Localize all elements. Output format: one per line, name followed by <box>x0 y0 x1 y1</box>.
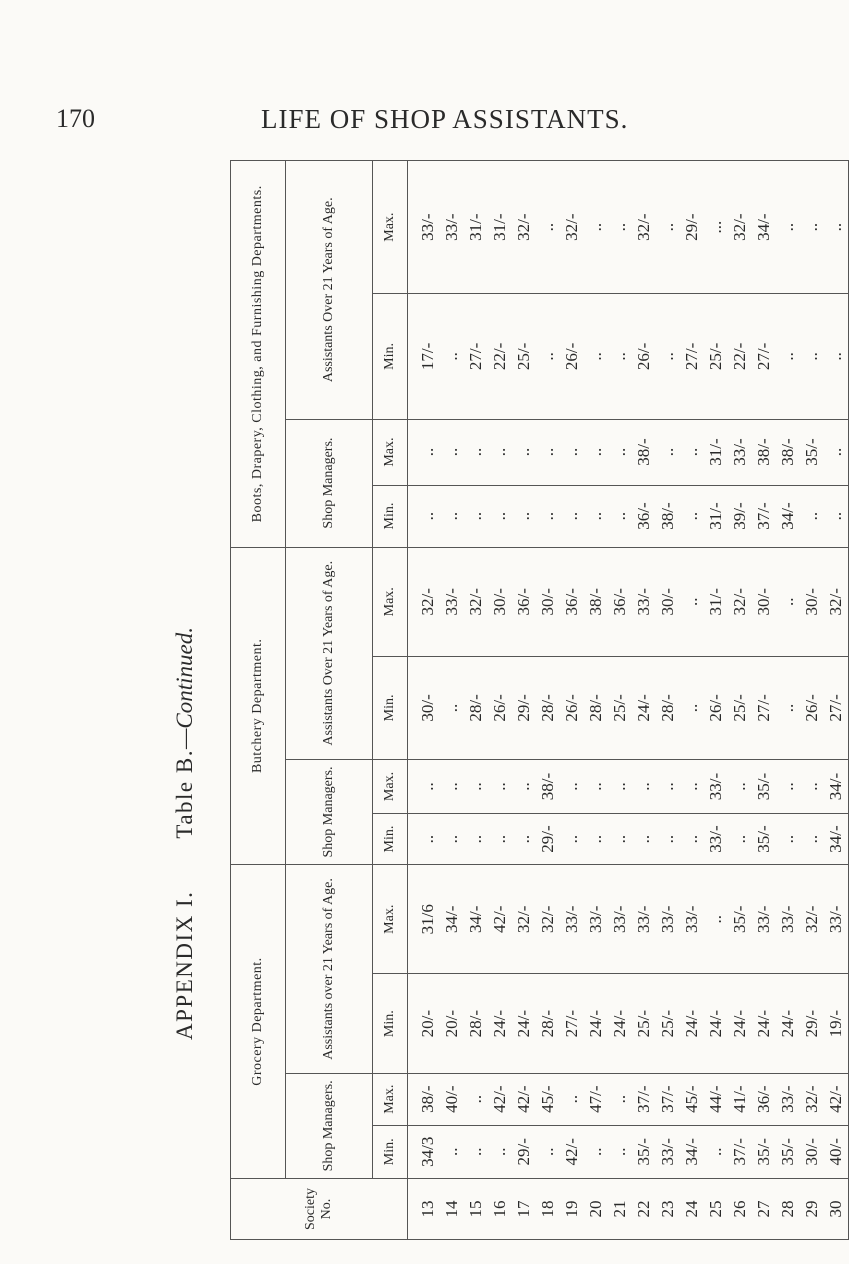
table-cell: 35/- <box>730 905 749 933</box>
table-cell: 41/- <box>730 1085 749 1113</box>
butchery-header: Butchery Department. <box>231 547 286 864</box>
table-cell: .. <box>586 511 605 521</box>
grocery-manager-min-column <box>408 1125 849 1178</box>
table-cell: 32/- <box>514 213 533 241</box>
table-cell: .. <box>418 447 437 457</box>
max-header: Max. <box>373 1073 408 1125</box>
table-caption <box>172 340 226 1040</box>
table-cell: .. <box>778 782 797 791</box>
table-cell: .. <box>682 703 701 713</box>
min-header: Min. <box>373 814 408 865</box>
table-cell: 42/- <box>514 1085 533 1113</box>
table-cell: 33/- <box>658 1138 677 1166</box>
table-cell: 38/- <box>754 438 773 466</box>
table-cell: 30/- <box>538 588 557 616</box>
table-cell: 45/- <box>538 1085 557 1113</box>
table-cell: .. <box>610 352 629 361</box>
table-cell: 29/- <box>802 1009 821 1038</box>
table-cell: 33/- <box>658 905 677 933</box>
table-cell: 37/- <box>658 1085 677 1113</box>
table-cell: .. <box>610 447 629 457</box>
table-cell: 33/- <box>754 905 773 933</box>
max-header: Max. <box>373 419 408 485</box>
page-number: 170 <box>56 104 95 133</box>
table-cell: .. <box>562 782 581 791</box>
table-cell: .. <box>610 511 629 521</box>
table-cell: .. <box>682 511 701 521</box>
table-cell: 36/- <box>562 588 581 616</box>
table-cell: .. <box>586 222 605 232</box>
table-cell: 33/- <box>562 905 581 933</box>
table-cell: 15 <box>466 1200 485 1218</box>
table-cell: 34/- <box>682 1138 701 1166</box>
table-cell: .. <box>442 834 461 844</box>
table-cell: 31/6 <box>418 904 437 935</box>
table-cell: 22/- <box>490 342 509 371</box>
min-header: Min. <box>373 1125 408 1178</box>
table-cell: 31/- <box>466 213 485 241</box>
table-cell: 33/- <box>778 1085 797 1113</box>
table-cell: .. <box>466 447 485 457</box>
table-cell: 39/- <box>730 502 749 530</box>
min-header: Min. <box>373 656 408 759</box>
table-cell: 34/- <box>778 502 797 530</box>
table-cell: 32/- <box>418 588 437 616</box>
table-cell: .. <box>538 447 557 457</box>
max-header: Max. <box>373 547 408 656</box>
table-cell: 38/- <box>586 588 605 616</box>
table-cell: 35/- <box>778 1138 797 1166</box>
table-cell: 31/- <box>706 588 725 616</box>
table-cell: .. <box>706 915 725 924</box>
table-cell: 38/- <box>634 438 653 466</box>
butchery-shop-managers-header: Shop Managers. <box>286 759 373 864</box>
table-cell: 24/- <box>634 694 653 722</box>
table-cell: 30/- <box>490 588 509 616</box>
table-cell: 38/- <box>658 502 677 530</box>
table-cell: .. <box>778 352 797 361</box>
table-cell: 27/- <box>754 342 773 371</box>
table-cell: .. <box>658 352 677 361</box>
table-cell: 45/- <box>682 1085 701 1113</box>
table-cell: 31/- <box>706 438 725 466</box>
table-cell: 27/- <box>826 694 845 722</box>
table-cell: 44/- <box>706 1085 725 1113</box>
table-cell: 26/- <box>490 694 509 722</box>
table-cell: 25/- <box>514 342 533 371</box>
table-cell: 24/- <box>490 1009 509 1038</box>
table-cell: .. <box>466 782 485 791</box>
table-cell: 34/- <box>442 905 461 933</box>
table-cell: .. <box>658 222 677 232</box>
table-cell: 18 <box>538 1200 557 1218</box>
table-cell: .. <box>490 447 509 457</box>
table-body <box>408 161 849 1240</box>
table-cell: 40/- <box>826 1138 845 1166</box>
table-cell: .. <box>514 782 533 791</box>
table-cell: 33/- <box>682 905 701 933</box>
table-cell: 35/- <box>634 1138 653 1166</box>
table-cell: 25 <box>706 1200 725 1218</box>
table-cell: .. <box>706 1147 725 1157</box>
table-cell: 27 <box>754 1200 773 1218</box>
table-cell: 33/- <box>778 905 797 933</box>
table-cell: .. <box>466 834 485 844</box>
table-cell: 29/- <box>682 213 701 241</box>
table-cell: 21 <box>610 1200 629 1218</box>
table-cell: 26/- <box>562 342 581 371</box>
drapery-shop-managers-header: Shop Managers. <box>286 419 373 547</box>
table-cell: 27/- <box>562 1009 581 1038</box>
table-cell: 35/- <box>754 1138 773 1166</box>
table-cell: .. <box>538 1147 557 1157</box>
table-cell: 42/- <box>490 1085 509 1113</box>
table-cell: .. <box>778 703 797 713</box>
page-header <box>56 104 746 144</box>
table-cell: 33/- <box>634 905 653 933</box>
table-cell: 24/- <box>706 1009 725 1038</box>
table-cell: 42/- <box>826 1085 845 1113</box>
table-label: Table B. <box>172 749 197 839</box>
table-cell: .. <box>562 1094 581 1104</box>
society-no-column <box>408 1179 849 1240</box>
table-cell: .. <box>466 1147 485 1157</box>
table-cell: 36/- <box>634 502 653 530</box>
table-cell: .. <box>442 447 461 457</box>
drapery-manager-min-column <box>408 485 849 547</box>
table-cell: 27/- <box>754 694 773 722</box>
butchery-manager-max-column <box>408 759 849 813</box>
table-cell: 32/- <box>634 213 653 241</box>
table-cell: 28 <box>778 1200 797 1218</box>
table-cell: .. <box>538 352 557 361</box>
table-cell: 24/- <box>610 1009 629 1038</box>
table-cell: 32/- <box>466 588 485 616</box>
table-cell: 38/- <box>418 1085 437 1113</box>
table-cell: 38/- <box>538 772 557 801</box>
grocery-manager-max-column <box>408 1073 849 1125</box>
table-cell: 26/- <box>802 694 821 722</box>
butchery-assistant-min-column <box>408 656 849 759</box>
table-cell: 26/- <box>634 342 653 371</box>
table-cell: 32/- <box>802 1085 821 1113</box>
table-cell: 29/- <box>514 1138 533 1166</box>
table-cell: 17 <box>514 1200 533 1218</box>
table-cell: 24/- <box>778 1009 797 1038</box>
society-no-header: Society No. <box>231 1179 408 1240</box>
table-cell: 42/- <box>562 1138 581 1166</box>
table-cell: 31/- <box>490 213 509 241</box>
table-cell: .. <box>682 782 701 791</box>
appendix-label: APPENDIX I. <box>172 890 197 1040</box>
table-cell: .. <box>418 782 437 791</box>
table-cell: 33/- <box>706 772 725 801</box>
table-cell: 24/- <box>514 1009 533 1038</box>
table-cell: 36/- <box>754 1085 773 1113</box>
table-cell: 30/- <box>418 694 437 722</box>
drapery-assistants-header: Assistants Over 21 Years of Age. <box>286 161 373 420</box>
table-cell: .. <box>466 511 485 521</box>
table-cell: .. <box>610 834 629 844</box>
drapery-manager-max-column <box>408 419 849 485</box>
table-cell: 24/- <box>754 1009 773 1038</box>
table-cell: .. <box>658 447 677 457</box>
table-cell: .. <box>442 511 461 521</box>
table-cell: .. <box>466 1094 485 1104</box>
table-cell: .. <box>442 1147 461 1157</box>
table-cell: .. <box>490 511 509 521</box>
table-cell: 22/- <box>730 342 749 371</box>
table-cell: 28/- <box>586 694 605 722</box>
table-cell: 30/- <box>754 588 773 616</box>
table-cell: 14 <box>442 1200 461 1218</box>
table-cell: .. <box>586 834 605 844</box>
table-cell: .. <box>562 511 581 521</box>
table-cell: 28/- <box>538 694 557 722</box>
table-cell: .. <box>490 834 509 844</box>
table-cell: .. <box>418 834 437 844</box>
table-cell: 32/- <box>730 588 749 616</box>
table-cell: ... <box>706 220 725 234</box>
grocery-assistants-header: Assistants over 21 Years of Age. <box>286 865 373 1074</box>
table-cell: 28/- <box>658 694 677 722</box>
table-cell: .. <box>442 782 461 791</box>
table-cell: 33/- <box>730 438 749 466</box>
table-cell: .. <box>610 222 629 232</box>
table-cell: .. <box>730 782 749 791</box>
table-cell: 20/- <box>418 1009 437 1038</box>
table-cell: 30 <box>826 1200 845 1218</box>
rotated-table-area <box>172 160 845 1240</box>
table-cell: 33/- <box>442 213 461 241</box>
table-cell: .. <box>514 447 533 457</box>
table-cell: .. <box>634 782 653 791</box>
table-cell: .. <box>778 222 797 232</box>
table-cell: 23 <box>658 1200 677 1218</box>
table-cell: 24 <box>682 1200 701 1218</box>
table-cell: .. <box>682 447 701 457</box>
table-cell: .. <box>802 352 821 361</box>
min-header: Min. <box>373 485 408 547</box>
table-cell: 13 <box>418 1200 437 1218</box>
table-cell: .. <box>610 1147 629 1157</box>
table-cell: .. <box>778 597 797 607</box>
table-cell: 25/- <box>610 694 629 722</box>
table-cell: 19/- <box>826 1009 845 1038</box>
table-cell: 33/- <box>610 905 629 933</box>
table-cell: 27/- <box>466 342 485 371</box>
table-cell: .. <box>442 352 461 361</box>
table-cell: 17/- <box>418 342 437 371</box>
table-cell: .. <box>682 834 701 844</box>
table-cell: 24/- <box>682 1009 701 1038</box>
table-cell: 33/- <box>418 213 437 241</box>
table-cell: 28/- <box>538 1009 557 1038</box>
table-cell: 20 <box>586 1200 605 1218</box>
table-cell: 47/- <box>586 1085 605 1113</box>
table-cell: 34/3 <box>418 1136 437 1167</box>
table-cell: .. <box>418 511 437 521</box>
table-cell: 35/- <box>802 438 821 466</box>
table-cell: 25/- <box>706 342 725 371</box>
table-cell: 42/- <box>490 905 509 933</box>
grocery-shop-managers-header: Shop Managers. <box>286 1073 373 1178</box>
wage-table <box>230 160 849 1240</box>
table-cell: 32/- <box>826 588 845 616</box>
table-cell: .. <box>730 834 749 844</box>
table-cell: 32/- <box>538 905 557 933</box>
table-cell: .. <box>562 834 581 844</box>
table-cell: 29 <box>802 1200 821 1218</box>
table-cell: .. <box>442 703 461 713</box>
drapery-assistant-max-column <box>408 161 849 294</box>
table-cell: 38/- <box>778 438 797 466</box>
table-cell: 30/- <box>658 588 677 616</box>
table-cell: .. <box>826 447 845 457</box>
table-cell: 20/- <box>442 1009 461 1038</box>
table-cell: 34/- <box>466 905 485 933</box>
table-cell: 29/- <box>538 825 557 853</box>
table-cell: 32/- <box>730 213 749 241</box>
table-cell: 26/- <box>562 694 581 722</box>
drapery-assistant-min-column <box>408 294 849 419</box>
table-cell: 33/- <box>706 825 725 853</box>
table-cell: 30/- <box>802 1138 821 1166</box>
table-cell: 33/- <box>634 588 653 616</box>
table-cell: 27/- <box>682 342 701 371</box>
table-cell: .. <box>538 222 557 232</box>
table-cell: .. <box>490 1147 509 1157</box>
table-cell: 32/- <box>562 213 581 241</box>
table-cell: 25/- <box>634 1009 653 1038</box>
table-cell: .. <box>538 511 557 521</box>
table-cell: .. <box>562 447 581 457</box>
table-cell: .. <box>490 782 509 791</box>
table-cell: .. <box>586 782 605 791</box>
table-cell: .. <box>634 834 653 844</box>
table-cell: .. <box>658 782 677 791</box>
table-cell: .. <box>658 834 677 844</box>
table-cell: 33/- <box>586 905 605 933</box>
table-cell: .. <box>586 447 605 457</box>
table-cell: 32/- <box>514 905 533 933</box>
table-cell: .. <box>778 834 797 844</box>
table-cell: 19 <box>562 1200 581 1218</box>
min-header: Min. <box>373 974 408 1073</box>
table-cell: 40/- <box>442 1085 461 1113</box>
table-cell: 24/- <box>586 1009 605 1038</box>
butchery-manager-min-column <box>408 814 849 865</box>
table-cell: 25/- <box>730 694 749 722</box>
min-header: Min. <box>373 294 408 419</box>
table-cell: .. <box>802 511 821 521</box>
drapery-header: Boots, Drapery, Clothing, and Furnishing Departments. <box>231 161 286 548</box>
table-cell: .. <box>586 1147 605 1157</box>
table-cell: 26 <box>730 1200 749 1218</box>
table-cell: 36/- <box>514 588 533 616</box>
max-header: Max. <box>373 161 408 294</box>
table-cell: 37/- <box>730 1138 749 1166</box>
table-cell: 33/- <box>442 588 461 616</box>
butchery-assistant-max-column <box>408 547 849 656</box>
table-cell: 35/- <box>754 825 773 853</box>
table-cell: 22 <box>634 1200 653 1218</box>
grocery-assistant-min-column <box>408 974 849 1073</box>
table-cell: 28/- <box>466 694 485 722</box>
table-cell: 36/- <box>610 588 629 616</box>
table-cell: .. <box>586 352 605 361</box>
table-cell: .. <box>802 834 821 844</box>
max-header: Max. <box>373 865 408 974</box>
table-cell: 33/- <box>826 905 845 933</box>
running-title: LIFE OF SHOP ASSISTANTS. <box>261 104 629 134</box>
table-cell: .. <box>802 222 821 232</box>
table-cell: .. <box>826 352 845 361</box>
grocery-header: Grocery Department. <box>231 865 286 1179</box>
table-cell: 37/- <box>754 502 773 530</box>
table-cell: .. <box>826 511 845 521</box>
table-cell: 26/- <box>706 694 725 722</box>
table-cell: 29/- <box>514 694 533 722</box>
table-cell: .. <box>802 782 821 791</box>
grocery-assistant-max-column <box>408 865 849 974</box>
table-cell: .. <box>682 597 701 607</box>
continued-label: —Continued. <box>172 626 197 750</box>
table-cell: 25/- <box>658 1009 677 1038</box>
table-cell: 28/- <box>466 1009 485 1038</box>
table-cell: .. <box>514 511 533 521</box>
table-cell: 35/- <box>754 772 773 801</box>
table-cell: 16 <box>490 1200 509 1218</box>
butchery-assistants-header: Assistants Over 21 Years of Age. <box>286 547 373 759</box>
table-cell: 24/- <box>730 1009 749 1038</box>
table-cell: .. <box>514 834 533 844</box>
table-cell: 37/- <box>634 1085 653 1113</box>
table-cell: 34/- <box>754 213 773 241</box>
table-cell: 34/- <box>826 772 845 801</box>
table-cell: .. <box>826 222 845 232</box>
table-cell: 30/- <box>802 588 821 616</box>
table-cell: 31/- <box>706 502 725 530</box>
table-cell: 32/- <box>802 905 821 933</box>
max-header: Max. <box>373 759 408 813</box>
table-cell: .. <box>610 782 629 791</box>
table-cell: 34/- <box>826 825 845 853</box>
table-cell: .. <box>610 1094 629 1104</box>
